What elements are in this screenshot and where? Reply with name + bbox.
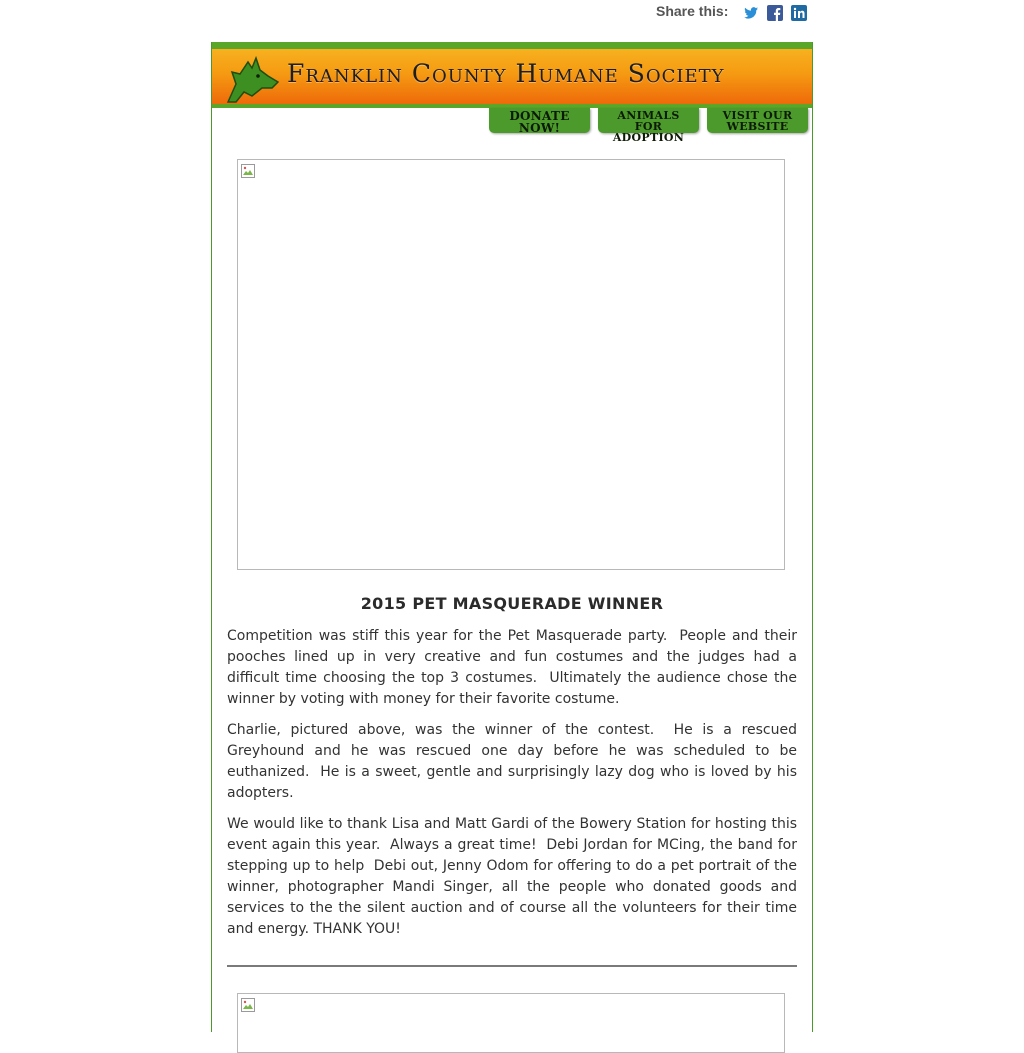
website-button-line-2: WEBSITE	[726, 120, 789, 133]
next-article-image	[237, 993, 785, 1053]
share-label: Share this:	[656, 3, 729, 19]
twitter-icon[interactable]	[743, 5, 759, 21]
donate-button-line-1: DONATE	[509, 109, 570, 123]
header-banner[interactable]	[212, 42, 812, 108]
adopt-button-line-2: FOR ADOPTION	[612, 120, 685, 144]
newsletter-card	[211, 42, 813, 1032]
broken-image-icon	[241, 163, 255, 177]
article-paragraph: We would like to thank Lisa and Matt Gardi of the Bowery Station for hosting this event again this year. Always a great time! Debi Jordan for MCing, the band for stepping up to help Debi out, Jenny Odom for offering to do a pet portrait of the winner, photographer Mandi Singer, all the people who donated goods and services to the the silent auction and of course all the volunteers for their time and energy. THANK YOU!	[227, 816, 797, 937]
article-paragraph: Charlie, pictured above, was the winner of the contest. He is a rescued Greyhound and he was rescued one day before he was scheduled to be euthanized. He is a sweet, gentle and surprisingly lazy dog who is loved by his adopters.	[227, 722, 797, 801]
visit-website-button[interactable]	[707, 108, 808, 133]
adopt-button-line-1: ANIMALS	[617, 109, 680, 122]
donate-now-button[interactable]	[489, 108, 590, 133]
broken-image-icon	[241, 997, 255, 1011]
share-bar	[211, 0, 813, 42]
winner-photo	[237, 159, 785, 570]
article-paragraph: Competition was stiff this year for the Pet Masquerade party. People and their pooches lined up in very creative and fun costumes and the judges had a difficult time choosing the top 3 costumes. Ultimately the audience chose the winner by voting with money for their favorite costume.	[227, 628, 797, 707]
organization-title: Franklin County Humane Society	[287, 59, 725, 88]
website-button-line-1: VISIT OUR	[722, 109, 793, 122]
article-title: 2015 PET MASQUERADE WINNER	[360, 594, 664, 613]
dog-head-icon	[222, 52, 280, 104]
donate-button-line-2: NOW!	[518, 121, 561, 135]
facebook-icon[interactable]	[767, 5, 783, 21]
linkedin-icon[interactable]	[791, 5, 807, 21]
animals-for-adoption-button[interactable]	[598, 108, 699, 144]
section-divider	[227, 965, 797, 967]
